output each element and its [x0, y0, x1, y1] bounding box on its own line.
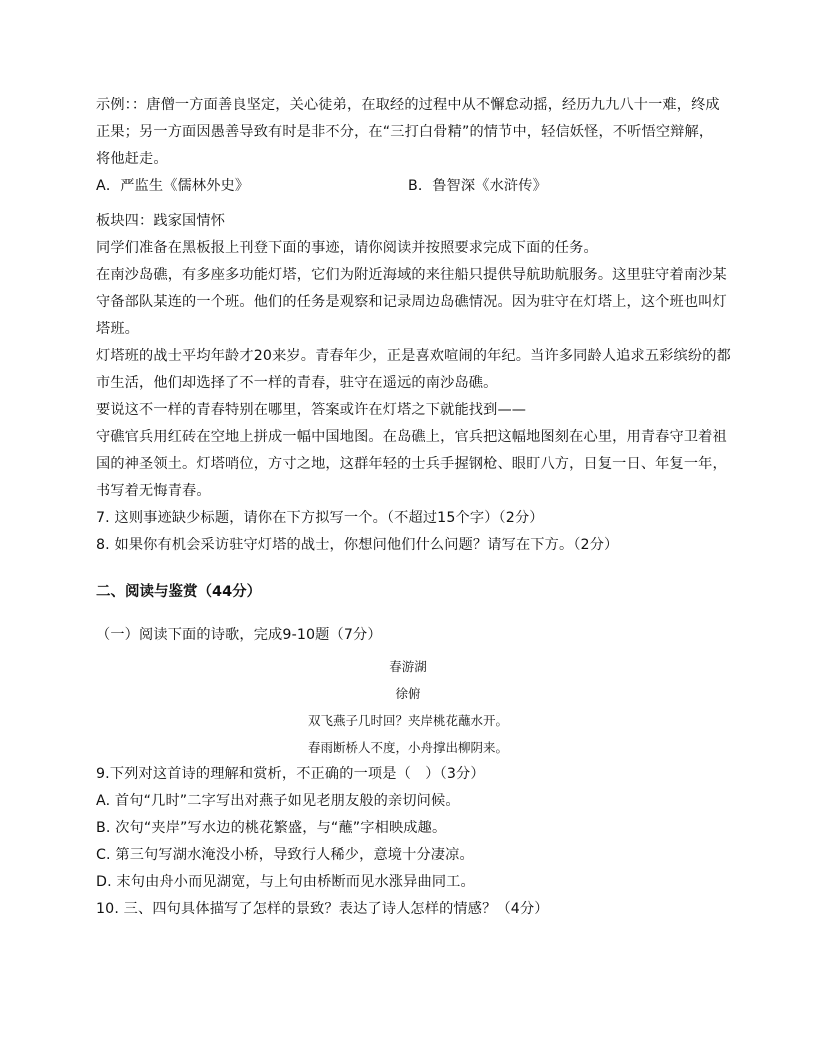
story-paragraph-2: 灯塔班的战士平均年龄才20来岁。青春年少，正是喜欢喧闹的年纪。当许多同龄人追求五彩缤纷的都 市生活，他们却选择了不一样的青春，驻守在遥远的南沙岛礁。: [96, 348, 731, 391]
character-options: [96, 173, 720, 200]
q9-option: C. 第三句写湖水淹没小桥，导致行人稀少，意境十分凄凉。: [96, 847, 474, 863]
section-heading: 二、阅读与鉴赏（44分）: [96, 584, 262, 600]
poem-title: 春游湖: [389, 659, 427, 674]
poem-line: 双飞燕子几时回？夹岸桃花蘸水开。: [307, 713, 508, 728]
block4-title: 板块四：践家国情怀: [96, 213, 226, 229]
question-8: 8. 如果你有机会采访驻守灯塔的战士，你想问他们什么问题？请写在下方。（2分）: [96, 537, 619, 553]
question-10: 10. 三、四句具体描写了怎样的景致？表达了诗人怎样的情感？（4分）: [96, 901, 549, 917]
example-line: 示例：：唐僧一方面善良坚定，关心徒弟，在取经的过程中从不懈怠动摇，经历九九八十一难，终成: [96, 97, 720, 113]
option-a: A．严监生《儒林外史》: [96, 178, 250, 194]
option-b: B．鲁智深《水浒传》: [408, 178, 547, 194]
question-7: 7. 这则事迹缺少标题，请你在下方拟写一个。（不超过15个字）（2分）: [96, 510, 544, 526]
example-line: 正果；另一方面因愚善导致有时是非不分，在“三打白骨精”的情节中，轻信妖怪，不听悟空辩解，: [96, 124, 714, 140]
character-example: [96, 92, 720, 173]
story-paragraph-3: 要说这不一样的青春特别在哪里，答案或许在灯塔之下就能找到——: [96, 402, 527, 418]
story-paragraph-1: 在南沙岛礁，有多座多功能灯塔，它们为附近海域的来往船只提供导航助航服务。这里驻守着南沙某 守备部队某连的一个班。他们的任务是观察和记录周边岛礁情况。因为驻守在灯塔上，这个班也叫灯 塔班。: [96, 267, 727, 337]
q9-option: A. 首句“几时”二字写出对燕子如见老朋友般的亲切问候。: [96, 793, 460, 809]
q9-option: D. 末句由舟小而见湖宽，与上句由桥断而见水涨异曲同工。: [96, 874, 475, 890]
poem-line: 春雨断桥人不度，小舟撑出柳阴来。: [307, 740, 508, 755]
block4-intro: 同学们准备在黑板报上刊登下面的事迹，请你阅读并按照要求完成下面的任务。: [96, 240, 598, 256]
q9-option: B. 次句“夹岸”写水边的桃花繁盛，与“蘸”字相映成趣。: [96, 820, 447, 836]
question-9: 9.下列对这首诗的理解和赏析，不正确的一项是（ ）（3分）: [96, 766, 485, 782]
question-9-options: [96, 788, 720, 896]
story-paragraph-4: 守礁官兵用红砖在空地上拼成一幅中国地图。在岛礁上，官兵把这幅地图刻在心里，用青春守卫着祖 国的神圣领土。灯塔哨位，方寸之地，这群年轻的士兵手握钢枪、眼盯八方，日复一日、年复一年， 书写着无悔青春。: [96, 429, 727, 499]
poem-intro: （一）阅读下面的诗歌，完成9-10题（7分）: [96, 627, 382, 643]
poem-author: 徐俯: [395, 686, 421, 701]
exam-page: [96, 92, 731, 923]
example-line: 将他赶走。: [96, 151, 168, 167]
poem: [96, 653, 720, 761]
